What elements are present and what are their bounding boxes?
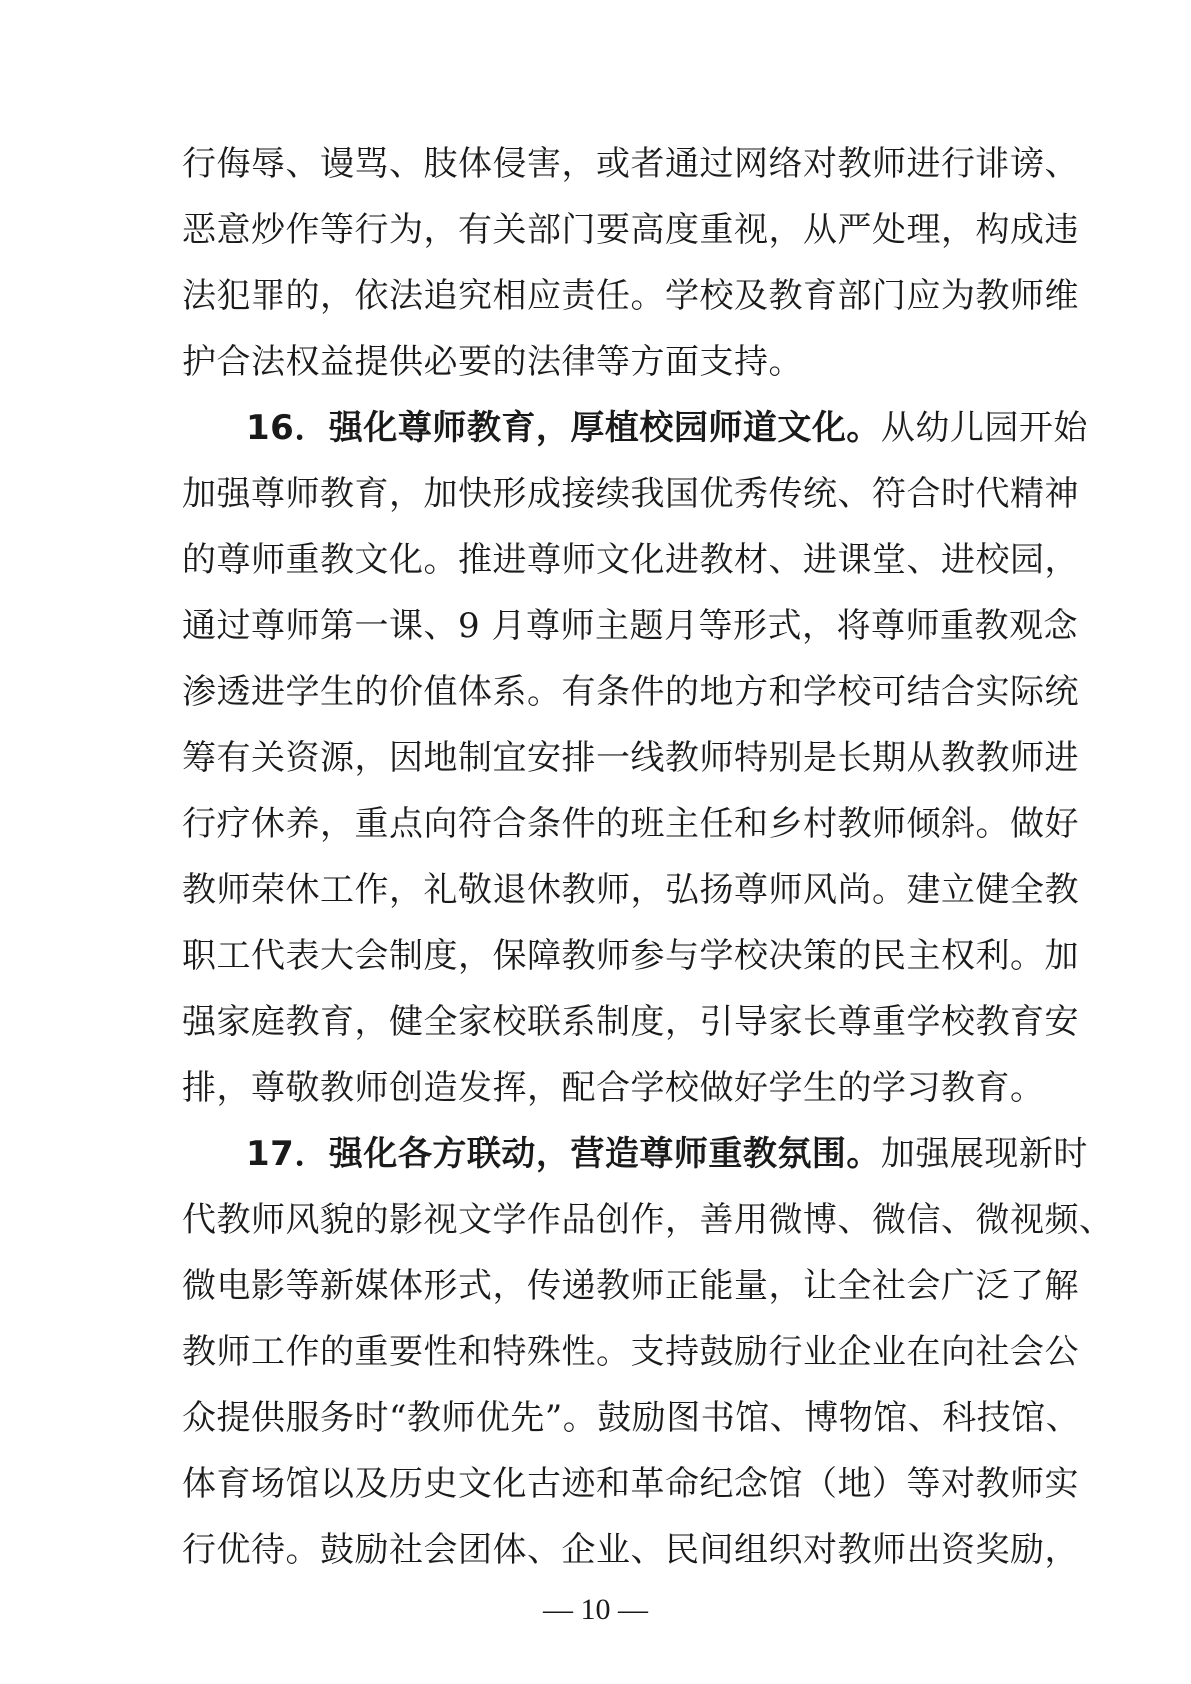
body-line: 行侮辱、谩骂、肢体侵害，或者通过网络对教师进行诽谤、 — [182, 144, 1079, 184]
section-17-heading: 17．强化各方联动，营造尊师重教氛围。 — [246, 1134, 881, 1174]
section-17-text: 加强展现新时 — [880, 1134, 1088, 1174]
body-line: 体育场馆以及历史文化古迹和革命纪念馆（地）等对教师实 — [182, 1464, 1079, 1504]
body-line: 渗透进学生的价值体系。有条件的地方和学校可结合实际统 — [182, 672, 1079, 712]
body-line: 护合法权益提供必要的法律等方面支持。 — [182, 342, 803, 382]
body-line: 强家庭教育，健全家校联系制度，引导家长尊重学校教育安 — [182, 1002, 1079, 1042]
body-line: 行疗休养，重点向符合条件的班主任和乡村教师倾斜。做好 — [182, 804, 1079, 844]
body-line: 教师工作的重要性和特殊性。支持鼓励行业企业在向社会公 — [182, 1332, 1079, 1372]
page-number: — 10 — — [543, 1593, 648, 1626]
section-16-heading: 16．强化尊师教育，厚植校园师道文化。 — [246, 408, 881, 448]
body-line: 代教师风貌的影视文学作品创作，善用微博、微信、微视频、 — [182, 1200, 1114, 1240]
body-line: 职工代表大会制度，保障教师参与学校决策的民主权利。加 — [182, 936, 1079, 976]
body-line: 行优待。鼓励社会团体、企业、民间组织对教师出资奖励， — [182, 1530, 1079, 1570]
section-16-first-line — [182, 395, 1088, 461]
body-line: 微电影等新媒体形式，传递教师正能量，让全社会广泛了解 — [182, 1266, 1079, 1306]
section-16-text: 从幼儿园开始 — [880, 408, 1088, 448]
body-line: 法犯罪的，依法追究相应责任。学校及教育部门应为教师维 — [182, 276, 1079, 316]
body-line: 加强尊师教育，加快形成接续我国优秀传统、符合时代精神 — [182, 474, 1079, 514]
body-line: 恶意炒作等行为，有关部门要高度重视，从严处理，构成违 — [182, 210, 1079, 250]
body-line: 排，尊敬教师创造发挥，配合学校做好学生的学习教育。 — [182, 1068, 1045, 1108]
body-line: 教师荣休工作，礼敬退休教师，弘扬尊师风尚。建立健全教 — [182, 870, 1079, 910]
body-line: 筹有关资源，因地制宜安排一线教师特别是长期从教教师进 — [182, 738, 1079, 778]
section-17-first-line — [182, 1121, 1088, 1187]
body-line: 的尊师重教文化。推进尊师文化进教材、进课堂、进校园， — [182, 540, 1079, 580]
body-line: 众提供服务时“教师优先”。鼓励图书馆、博物馆、科技馆、 — [182, 1398, 1081, 1438]
body-line: 通过尊师第一课、9 月尊师主题月等形式，将尊师重教观念 — [182, 606, 1078, 646]
